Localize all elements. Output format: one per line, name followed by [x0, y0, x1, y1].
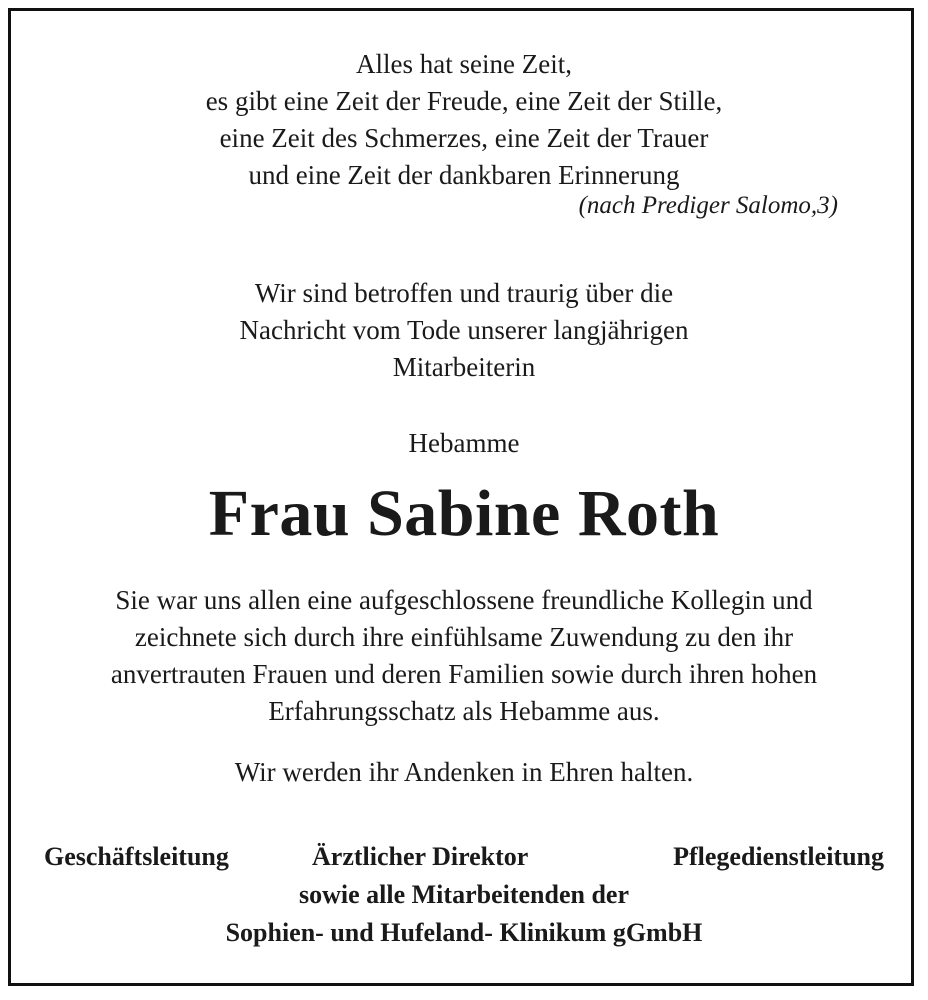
signers-organization: Sophien- und Hufeland- Klinikum gGmbH: [225, 918, 703, 947]
signers-organization-block: [0, 876, 928, 952]
verse-line: eine Zeit des Schmerzes, eine Zeit der Trauer: [219, 123, 709, 153]
signers-staff-line: sowie alle Mitarbeitenden der: [299, 880, 629, 909]
verse-attribution: (nach Prediger Salomo,3): [578, 192, 838, 219]
signer-nursing-management: Pflegedienstleitung: [673, 842, 884, 871]
deceased-title: Hebamme: [408, 428, 520, 458]
verse-line: es gibt eine Zeit der Freude, eine Zeit der Stille,: [205, 86, 723, 116]
tribute-line: Sie war uns allen eine aufgeschlossene freundliche Kollegin und: [115, 585, 813, 615]
intro-line: Wir sind betroffen und traurig über die: [254, 278, 674, 308]
tribute-line: zeichnete sich durch ihre einfühlsame Zuwendung zu den ihr: [134, 622, 794, 652]
intro-block: [0, 275, 928, 386]
deceased-name: Frau Sabine Roth: [208, 477, 720, 550]
signer-medical-director: Ärztlicher Direktor: [312, 842, 529, 871]
verse-line: und eine Zeit der dankbaren Erinnerung: [248, 160, 680, 190]
tribute-line: Erfahrungsschatz als Hebamme aus.: [268, 696, 660, 726]
tribute-block: [0, 582, 928, 730]
intro-line: Mitarbeiterin: [392, 352, 536, 382]
signer-management: Geschäftsleitung: [44, 842, 229, 871]
tribute-line: anvertrauten Frauen und deren Familien sowie durch ihren hohen: [110, 659, 818, 689]
closing-line: Wir werden ihr Andenken in Ehren halten.: [234, 757, 694, 787]
verse-line: Alles hat seine Zeit,: [356, 49, 572, 79]
intro-line: Nachricht vom Tode unserer langjährigen: [239, 315, 689, 345]
verse-block: [0, 46, 928, 194]
